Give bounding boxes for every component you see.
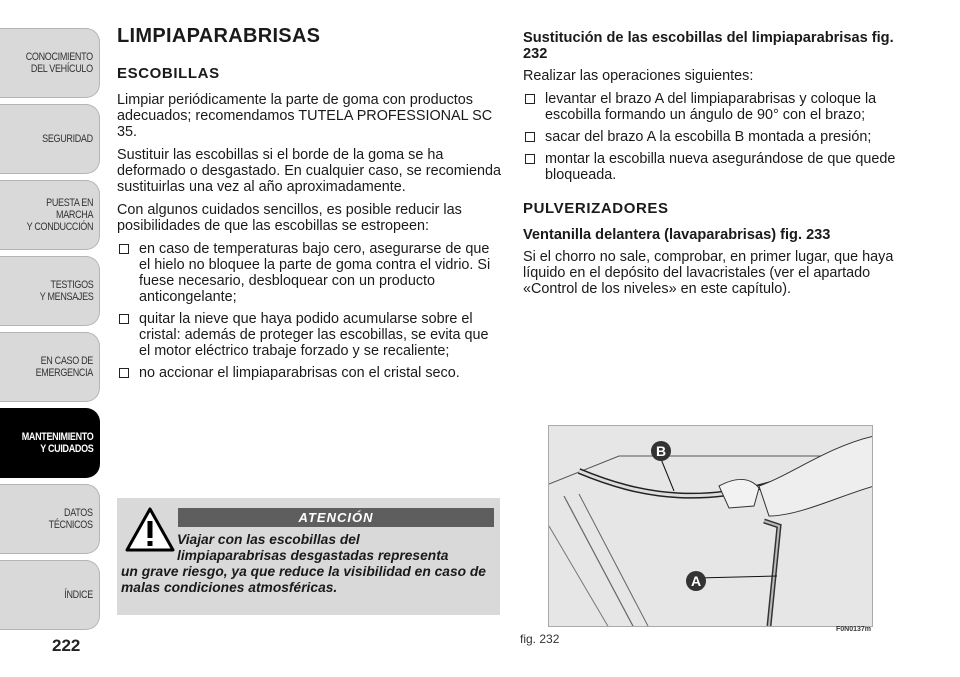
list-item-text: sacar del brazo A la escobilla B montada a presión; — [545, 129, 872, 145]
list-item — [117, 241, 502, 305]
section-title: ESCOBILLAS — [117, 65, 220, 82]
warning-header: ATENCIÓN — [178, 508, 494, 527]
list-item-text: no accionar el limpiaparabrisas con el cristal seco. — [139, 365, 460, 381]
wiper-figure — [548, 425, 873, 627]
figure-caption: fig. 232 — [520, 632, 560, 646]
tab-puesta-en-marcha[interactable] — [0, 180, 100, 250]
warning-box — [117, 498, 500, 615]
paragraph: Si el chorro no sale, comprobar, en primer lugar, que haya líquido en el depósito del lavacristales (ver el apartado «Control de los niveles» en este capítulo). — [523, 249, 894, 297]
tab-label: SEGURIDAD — [42, 133, 93, 145]
warning-line: Viajar con las escobillas del — [177, 532, 360, 547]
list-item-text: levantar el brazo A del limpiaparabrisas y coloque la escobilla formando un ángulo de 90° con el brazo; — [545, 91, 877, 123]
tab-label: CONOCIMIENTO DEL VEHÍCULO — [25, 51, 93, 75]
right-column — [523, 30, 908, 304]
list-item-text: en caso de temperaturas bajo cero, asegurarse de que el hielo no bloquee la parte de goma contra el vidrio. Si fuese necesario, desbloquear con un producto anticongelante; — [139, 241, 491, 305]
tab-seguridad[interactable] — [0, 104, 100, 174]
list-item — [523, 91, 908, 123]
paragraph: Realizar las operaciones siguientes: — [523, 68, 754, 84]
list-item — [523, 151, 908, 183]
checkbox-bullet-icon — [525, 132, 535, 142]
checkbox-bullet-icon — [119, 244, 129, 254]
checkbox-bullet-icon — [119, 314, 129, 324]
bullet-list — [117, 241, 502, 381]
checkbox-bullet-icon — [119, 368, 129, 378]
tab-label: TESTIGOS Y MENSAJES — [39, 279, 93, 303]
bullet-list — [523, 91, 908, 183]
list-item — [523, 129, 908, 145]
paragraph: Limpiar periódicamente la parte de goma con productos adecuados; recomendamos TUTELA PROFESSIONAL SC 35. — [117, 92, 493, 140]
warning-line: un grave riesgo, ya que reduce la visibilidad en caso de malas condiciones atmosféricas. — [121, 564, 486, 595]
tab-datos-tecnicos[interactable] — [0, 484, 100, 554]
tab-emergencia[interactable] — [0, 332, 100, 402]
section-title: PULVERIZADORES — [523, 200, 669, 217]
tab-label: ÍNDICE — [64, 589, 93, 601]
warning-text — [121, 532, 495, 596]
tab-label: EN CASO DE EMERGENCIA — [35, 355, 93, 379]
tab-testigos[interactable] — [0, 256, 100, 326]
callout-a-label: A — [690, 573, 702, 589]
left-column — [117, 25, 502, 388]
figure-code: F0N0137m — [836, 626, 872, 633]
checkbox-bullet-icon — [525, 154, 535, 164]
tab-label: PUESTA EN MARCHA Y CONDUCCIÓN — [26, 197, 93, 233]
section-heading: Sustitución de las escobillas del limpiaparabrisas fig. 232 — [523, 30, 894, 62]
section-heading: Ventanilla delantera (lavaparabrisas) fig. 233 — [523, 227, 831, 243]
callout-b-label: B — [655, 443, 667, 459]
warning-line: limpiaparabrisas desgastadas representa — [177, 548, 449, 563]
tab-indice[interactable] — [0, 560, 100, 630]
paragraph: Con algunos cuidados sencillos, es posible reducir las posibilidades de que las escobillas se estropeen: — [117, 202, 462, 234]
tab-conocimiento[interactable] — [0, 28, 100, 98]
list-item-text: montar la escobilla nueva asegurándose de que quede bloqueada. — [545, 151, 896, 183]
tab-label: DATOS TÉCNICOS — [49, 507, 93, 531]
page-number: 222 — [52, 636, 81, 655]
page-title: LIMPIAPARABRISAS — [117, 25, 321, 47]
list-item-text: quitar la nieve que haya podido acumularse sobre el cristal: además de proteger las escobillas, se evita que el motor eléctrico trabaje forzado y se recaliente; — [139, 311, 489, 359]
tab-mantenimiento[interactable] — [0, 408, 100, 478]
checkbox-bullet-icon — [525, 94, 535, 104]
paragraph: Sustituir las escobillas si el borde de la goma se ha deformado o desgastado. En cualquier caso, se recomienda sustituirlas una vez al año aproximadamente. — [117, 147, 501, 195]
wiper-illustration — [549, 426, 873, 627]
tab-label: MANTENIMIENTO Y CUIDADOS — [21, 431, 93, 455]
list-item — [117, 311, 502, 359]
list-item — [117, 365, 502, 381]
